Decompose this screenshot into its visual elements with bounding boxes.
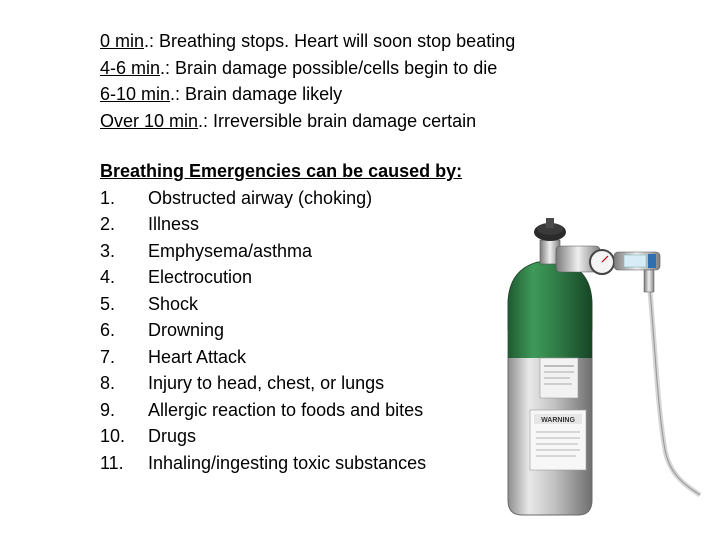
cause-number: 7. [100, 346, 116, 367]
cause-item [100, 423, 462, 450]
timeline-key: 4-6 min [100, 57, 161, 78]
timeline-row [100, 108, 515, 135]
cause-text: Drugs [148, 426, 197, 446]
cause-number: 5. [100, 293, 116, 314]
timeline-key: 0 min [100, 31, 145, 51]
cause-item [100, 317, 462, 344]
cause-item [100, 370, 462, 397]
cause-item [100, 344, 462, 371]
timeline-row [100, 28, 515, 55]
cause-text: Drowning [148, 320, 225, 340]
cause-number: 1. [100, 187, 116, 208]
timeline-key: 6-10 min [100, 84, 171, 104]
cause-number: 8. [100, 373, 116, 393]
cause-item [100, 238, 462, 265]
cause-text: Heart Attack [148, 346, 247, 367]
cause-item [100, 264, 462, 291]
causes-heading: Breathing Emergencies can be caused by: [100, 161, 463, 181]
timeline-text: .: Brain damage likely [170, 84, 343, 104]
cause-text: Emphysema/asthma [148, 240, 313, 261]
cause-text: Electrocution [148, 267, 253, 287]
cause-text: Inhaling/ingesting toxic substances [148, 452, 427, 473]
cause-text: Illness [148, 214, 200, 234]
cause-item [100, 211, 462, 238]
cause-text: Injury to head, chest, or lungs [148, 373, 385, 393]
cause-item [100, 397, 462, 424]
cause-text: Allergic reaction to foods and bites [148, 399, 424, 420]
cause-number: 6. [100, 320, 116, 340]
cause-text: Shock [148, 293, 199, 314]
timeline-list [100, 28, 515, 134]
warning-label: WARNING [541, 417, 575, 424]
cause-number: 9. [100, 399, 116, 420]
timeline-row [100, 81, 515, 108]
cause-number: 4. [100, 267, 116, 287]
cause-number: 3. [100, 240, 116, 261]
timeline-text: .: Brain damage possible/cells begin to die [160, 57, 498, 78]
timeline-row [100, 55, 515, 82]
cause-text: Obstructed airway (choking) [148, 187, 373, 208]
cause-item [100, 185, 462, 212]
timeline-text: .: Breathing stops. Heart will soon stop beating [144, 31, 516, 51]
cause-item [100, 291, 462, 318]
cause-number: 10. [100, 426, 126, 446]
timeline-text: .: Irreversible brain damage certain [198, 110, 477, 131]
cause-number: 2. [100, 214, 116, 234]
cause-item [100, 450, 462, 477]
cause-number: 11. [100, 452, 124, 473]
causes-section [100, 158, 462, 476]
causes-list [100, 185, 462, 477]
timeline-key: Over 10 min [100, 110, 199, 131]
oxygen-tank-icon [490, 210, 720, 520]
